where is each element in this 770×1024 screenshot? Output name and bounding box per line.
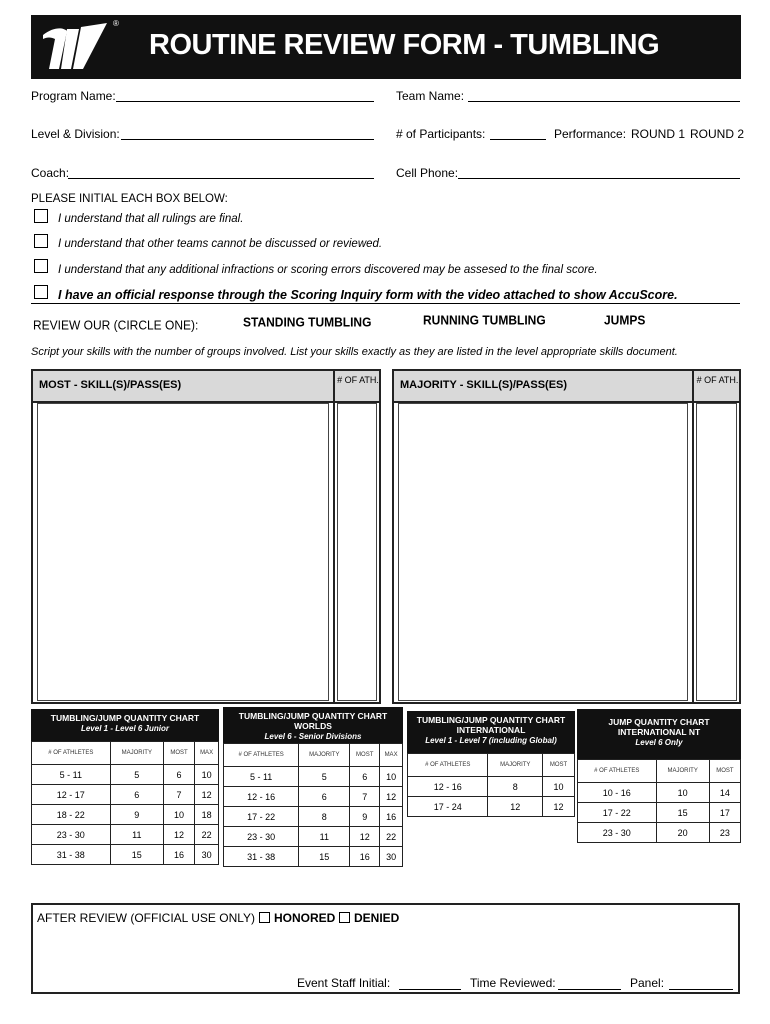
honored-option[interactable]: HONORED <box>259 911 335 925</box>
quantity-chart-international: TUMBLING/JUMP QUANTITY CHART INTERNATIONAL Level 1 - Level 7 (including Global) # OF ATHLETES MAJORITY MOST 12 - 16 8 10 17 - 24 12 12 <box>407 711 575 817</box>
honored-checkbox[interactable] <box>259 912 270 923</box>
table-row: 17 - 22 15 17 <box>578 803 741 823</box>
team-name-field[interactable] <box>468 101 740 102</box>
option-running-tumbling[interactable]: RUNNING TUMBLING <box>423 312 546 328</box>
most-ath-label: # OF ATH. <box>337 375 379 385</box>
initial-box-2[interactable] <box>34 234 48 248</box>
acknowledgement-4: I have an official response through the Scoring Inquiry form with the video attached to show AccuScore. <box>58 288 678 302</box>
majority-ath-entry[interactable] <box>696 403 737 701</box>
quantity-chart-international-nt: JUMP QUANTITY CHART INTERNATIONAL NT Level 6 Only # OF ATHLETES MAJORITY MOST 10 - 16 10 14 17 - 22 15 17 23 - 30 20 23 <box>577 709 741 843</box>
cell-phone-label: Cell Phone: <box>396 166 459 180</box>
instruction-text: Script your skills with the number of groups involved. List your skills exactly as they are listed in the level appropriate skills document. <box>31 346 678 358</box>
table-row: 5 - 11 5 6 10 <box>224 767 403 787</box>
acknowledgement-2: I understand that other teams cannot be discussed or reviewed. <box>58 238 383 250</box>
round-1-option[interactable]: ROUND 1 <box>631 127 686 141</box>
panel-field[interactable] <box>669 989 733 990</box>
staff-initial-field[interactable] <box>399 989 461 990</box>
chart-table: # OF ATHLETES MAJORITY MOST MAX 5 - 11 5 6 10 12 - 16 6 7 12 17 - 22 8 9 16 23 - 30 11 12 22 31 - 38 15 16 30 <box>223 743 403 867</box>
table-row: 23 - 30 11 12 22 <box>32 825 219 845</box>
page-title: ROUTINE REVIEW FORM - TUMBLING <box>149 29 660 61</box>
denied-option[interactable]: DENIED <box>339 911 399 925</box>
coach-label: Coach: <box>31 166 70 180</box>
initial-box-3[interactable] <box>34 259 48 273</box>
most-skills-entry[interactable] <box>37 403 329 701</box>
table-row: 31 - 38 15 16 30 <box>224 847 403 867</box>
registered-mark: ® <box>113 19 119 28</box>
time-reviewed-field[interactable] <box>558 989 621 990</box>
denied-checkbox[interactable] <box>339 912 350 923</box>
performance-label: Performance: <box>554 127 627 141</box>
most-skills-title: MOST - SKILL(S)/PASS(ES) <box>39 379 182 391</box>
participants-field[interactable] <box>490 139 546 140</box>
form-header <box>31 15 741 79</box>
table-row: 17 - 22 8 9 16 <box>224 807 403 827</box>
level-division-field[interactable] <box>121 139 374 140</box>
round-2-option[interactable]: ROUND 2 <box>690 127 745 141</box>
chart-table: # OF ATHLETES MAJORITY MOST 12 - 16 8 10 17 - 24 12 12 <box>407 753 575 817</box>
cell-phone-field[interactable] <box>458 178 740 179</box>
review-select-label: REVIEW OUR (CIRCLE ONE): <box>33 317 199 333</box>
majority-skills-box <box>392 369 741 704</box>
varsity-logo-icon <box>37 19 117 75</box>
quantity-chart-worlds: TUMBLING/JUMP QUANTITY CHART WORLDS Level 6 - Senior Divisions # OF ATHLETES MAJORITY MOST MAX 5 - 11 5 6 10 12 - 16 6 7 12 17 - 22 8 9 16 23 - 30 11 12 22 31 - 38 15 16 30 <box>223 707 403 867</box>
acknowledgement-1: I understand that all rulings are final. <box>58 213 244 225</box>
chart-table: # OF ATHLETES MAJORITY MOST 10 - 16 10 14 17 - 22 15 17 23 - 30 20 23 <box>577 759 741 843</box>
majority-skills-entry[interactable] <box>398 403 688 701</box>
most-ath-entry[interactable] <box>337 403 377 701</box>
after-review-box <box>31 903 740 994</box>
panel-label: Panel: <box>630 976 665 990</box>
acknowledgement-3: I understand that any additional infractions or scoring errors discovered may be assesed to the final score. <box>58 264 598 276</box>
table-row: 12 - 16 6 7 12 <box>224 787 403 807</box>
team-name-label: Team Name: <box>396 89 465 103</box>
majority-ath-label: # OF ATH. <box>696 375 739 385</box>
initials-heading: PLEASE INITIAL EACH BOX BELOW: <box>31 193 228 205</box>
table-row: 31 - 38 15 16 30 <box>32 845 219 865</box>
table-row: 5 - 11 5 6 10 <box>32 765 219 785</box>
majority-skills-title: MAJORITY - SKILL(S)/PASS(ES) <box>400 379 568 391</box>
table-row: 17 - 24 12 12 <box>408 797 575 817</box>
time-reviewed-label: Time Reviewed: <box>470 976 556 990</box>
table-row: 12 - 16 8 10 <box>408 777 575 797</box>
table-row: 18 - 22 9 10 18 <box>32 805 219 825</box>
chart-table: # OF ATHLETES MAJORITY MOST MAX 5 - 11 5 6 10 12 - 17 6 7 12 18 - 22 9 10 18 23 - 30 11 12 22 31 - 38 15 16 30 <box>31 741 219 865</box>
table-row: 12 - 17 6 7 12 <box>32 785 219 805</box>
program-name-label: Program Name: <box>31 89 116 103</box>
coach-field[interactable] <box>68 178 374 179</box>
level-division-label: Level & Division: <box>31 127 120 141</box>
option-jumps[interactable]: JUMPS <box>604 312 646 328</box>
table-row: 10 - 16 10 14 <box>578 783 741 803</box>
after-review-label: AFTER REVIEW (OFFICIAL USE ONLY) <box>37 911 256 925</box>
quantity-chart-junior: TUMBLING/JUMP QUANTITY CHART Level 1 - Level 6 Junior # OF ATHLETES MAJORITY MOST MAX 5 - 11 5 6 10 12 - 17 6 7 12 18 - 22 9 10 18 23 - 30 11 12 22 31 - 38 15 16 30 <box>31 709 219 865</box>
table-row: 23 - 30 20 23 <box>578 823 741 843</box>
option-standing-tumbling[interactable]: STANDING TUMBLING <box>243 314 372 330</box>
table-row: 23 - 30 11 12 22 <box>224 827 403 847</box>
initial-box-1[interactable] <box>34 209 48 223</box>
most-skills-box <box>31 369 381 704</box>
program-name-field[interactable] <box>116 101 374 102</box>
staff-initial-label: Event Staff Initial: <box>297 976 391 990</box>
initial-box-4[interactable] <box>34 285 48 299</box>
divider <box>31 303 740 304</box>
participants-label: # of Participants: <box>396 127 486 141</box>
